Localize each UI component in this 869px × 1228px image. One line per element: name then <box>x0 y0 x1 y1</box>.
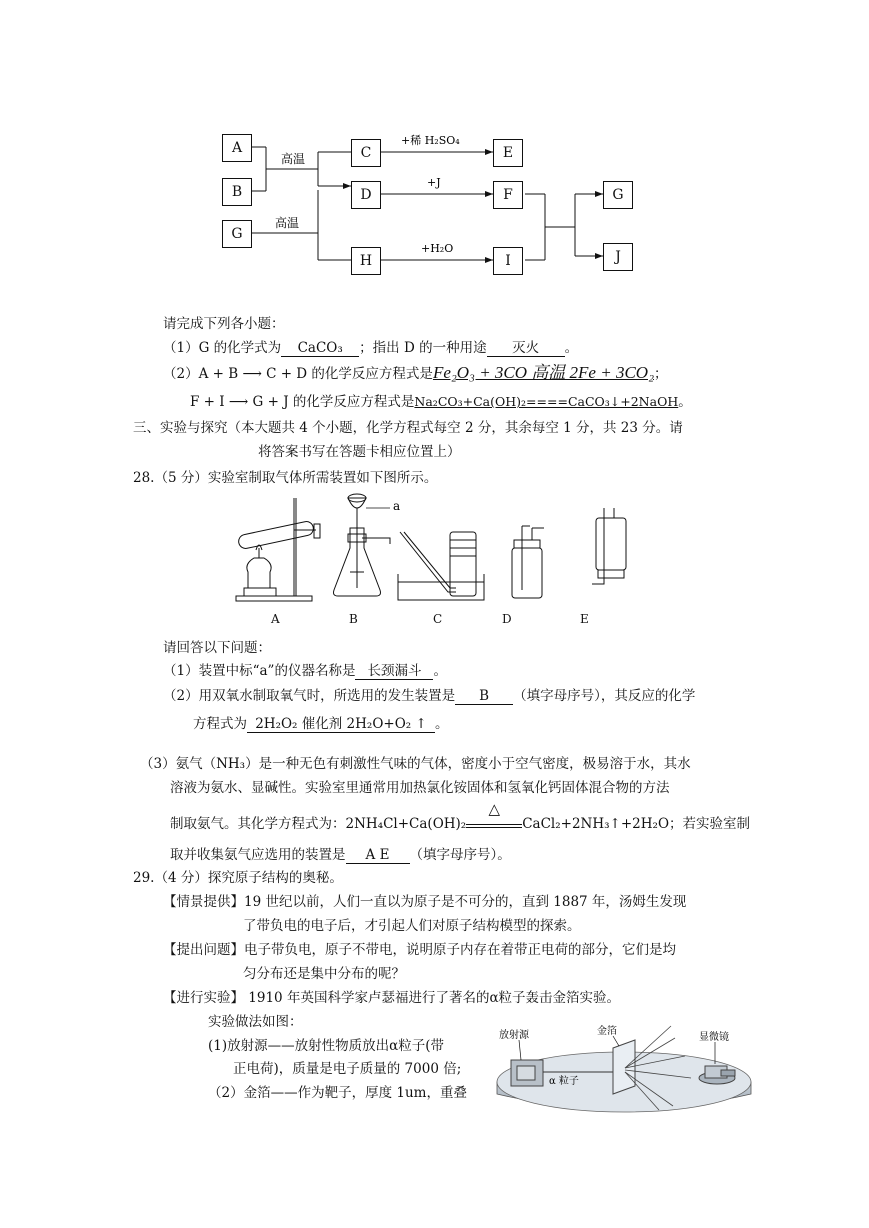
fig-alpha-label: α 粒子 <box>549 1076 579 1087</box>
apparatus-label-a: A <box>271 612 280 626</box>
q27-intro: 请完成下列各小题： <box>163 316 285 332</box>
q27-line3: F + I ⟶ G + J 的化学反应方程式是Na₂CO₃+Ca(OH)₂====CaCO₃↓+2NaOH。 <box>190 394 692 410</box>
section-3-note: 将答案书写在答题卡相应位置上） <box>258 444 461 460</box>
q29-scenario-2: 了带负电的电子后，才引起人们对原子结构模型的探索。 <box>243 918 581 934</box>
q28-sub3-line2: 溶液为氨水、显碱性。实验室里通常用加热氯化铵固体和氢氧化钙固体混合物的方法 <box>170 780 670 796</box>
acid-label: +稀 H₂SO₄ <box>401 134 460 147</box>
q29-question-1: 【提出问题】电子带负电，原子不带电，说明原子内存在着带正电荷的部分，它们是均 <box>163 942 676 958</box>
q29-scenario-1: 【情景提供】19 世纪以前，人们一直以为原子是不可分的，直到 1887 年，汤姆生发现 <box>163 894 687 910</box>
answer-ammonia-apparatus: A E <box>346 847 410 864</box>
rutherford-figure <box>495 1020 755 1124</box>
answer-d-use: 灭火 <box>487 336 565 357</box>
q28-sub3-line1: （3）氨气（NH₃）是一种无色有刺激性气味的气体，密度小于空气密度，极易溶于水，其水 <box>140 756 691 772</box>
plus-j-label: +J <box>427 176 441 189</box>
heat-symbol: △ <box>488 800 500 818</box>
answer-equation-2: Na₂CO₃+Ca(OH)₂====CaCO₃↓+2NaOH <box>414 394 679 409</box>
box-i: I <box>493 247 523 275</box>
q28-sub2: （2）用双氧水制取氧气时，所选用的发生装置是 B （填字母序号），其反应的化学 <box>163 688 696 704</box>
q29-title: 29.（4 分）探究原子结构的奥秘。 <box>133 870 343 886</box>
q29-question-2: 匀分布还是集中分布的呢？ <box>243 966 405 982</box>
gaowen-label-2: 高温 <box>275 216 300 230</box>
q27-line1: （1）G 的化学式为 CaCO₃ ；指出 D 的一种用途 灭火 。 <box>163 336 578 357</box>
q29-experiment: 【进行实验】 1910 年英国科学家卢瑟福进行了著名的α粒子轰击金箔实验。 <box>163 990 621 1006</box>
apparatus-label-b: B <box>349 612 358 626</box>
gaowen-label-1: 高温 <box>281 152 306 166</box>
box-g2: G <box>603 181 633 209</box>
q28-sub1: （1）装置中标“a”的仪器名称是 长颈漏斗 。 <box>163 659 447 680</box>
apparatus-label-d: D <box>502 612 512 626</box>
flow-diagram <box>215 128 645 278</box>
answer-generator: B <box>455 688 513 705</box>
apparatus-label-c: C <box>433 612 443 626</box>
fig-source-label: 放射源 <box>499 1030 529 1041</box>
q28-ask: 请回答以下问题： <box>163 640 271 656</box>
answer-equation-1: Fe₂O₃ + 3CO 高温 2Fe + 3CO₂ <box>432 363 654 382</box>
q28-title: 28.（5 分）实验室制取气体所需装置如下图所示。 <box>133 470 438 486</box>
section-3-title: 三、实验与探究（本大题共 4 个小题，化学方程式每空 2 分，其余每空 1 分，共 23 分。请 <box>133 420 683 436</box>
box-b: B <box>222 178 252 206</box>
answer-g-formula: CaCO₃ <box>281 340 359 357</box>
box-e: E <box>493 139 523 167</box>
answer-equation-o2: 2H₂O₂ 催化剂 2H₂O+O₂ ↑ <box>247 712 435 733</box>
box-h: H <box>351 247 381 275</box>
box-j: J <box>603 243 633 271</box>
q29-source-2: 正电荷)，质量是电子质量的 7000 倍; <box>233 1061 462 1077</box>
plus-h2o-label: +H₂O <box>421 242 454 255</box>
label-a: a <box>393 499 401 513</box>
box-d: D <box>351 181 381 209</box>
box-c: C <box>351 139 381 167</box>
q27-line2: （2）A + B ⟶ C + D 的化学反应方程式是Fe₂O₃ + 3CO 高温 2Fe + 3CO₂； <box>163 363 668 382</box>
box-a: A <box>222 134 252 162</box>
apparatus-label-e: E <box>580 612 589 626</box>
q28-sub3-line3: 制取氨气。其化学方程式为：2NH₄Cl+Ca(OH)₂ △ CaCl₂+2NH₃↑+2H₂O；若实验室制 <box>170 800 751 832</box>
q29-foil: （2）金箔——作为靶子，厚度 1um，重叠 <box>208 1085 467 1101</box>
fig-foil-label: 金箔 <box>597 1026 617 1037</box>
fig-microscope-label: 显微镜 <box>699 1032 729 1043</box>
q29-method: 实验做法如图： <box>208 1014 303 1030</box>
box-f: F <box>493 181 523 209</box>
box-g: G <box>222 220 252 248</box>
q28-sub3-line4: 取并收集氨气应选用的装置是 A E （填字母序号）。 <box>170 847 511 863</box>
q28-sub2b: 方程式为 2H₂O₂ 催化剂 2H₂O+O₂ ↑ 。 <box>193 712 449 733</box>
apparatus-figure <box>230 488 650 606</box>
q29-source-1: (1)放射源——放射性物质放出α粒子(带 <box>208 1038 445 1054</box>
answer-instrument-a: 长颈漏斗 <box>355 659 433 680</box>
